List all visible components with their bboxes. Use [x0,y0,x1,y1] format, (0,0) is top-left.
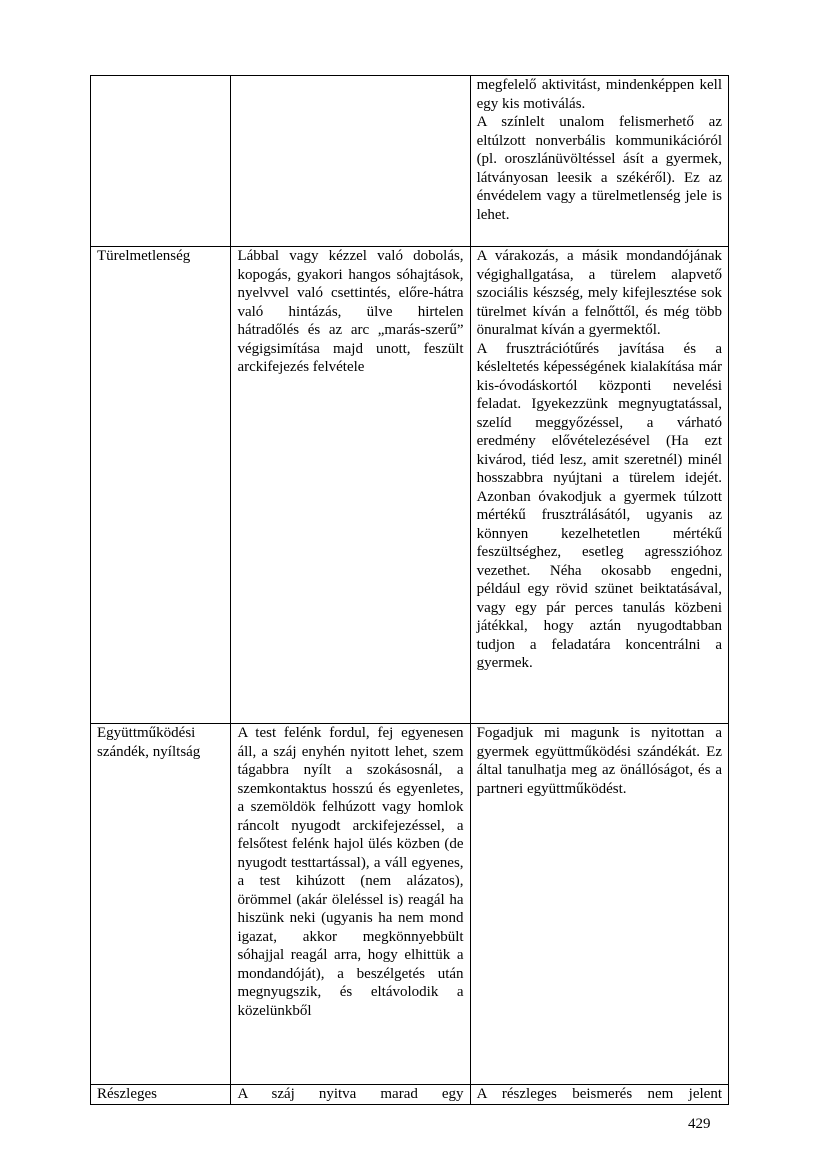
educator-notes-cell: A részleges beismerés nem jelent [470,1085,728,1105]
behavior-label-cell: Türelmetlenség [91,247,231,724]
nonverbal-signs-cell: Lábbal vagy kézzel való dobolás, kopogás, gyakori hangos sóhajtások, nyelvvel való csettintés, előre-hátra való hintázás, ülve hirtelen hátradőlés és az arc „marás-szerű” végigsimítása majd unott, feszült arckifejezés felvétele [231,247,470,724]
behavior-label-cell: Részleges [91,1085,231,1105]
educator-notes-cell: A várakozás, a másik mondandójának végighallgatása, a türelem alapvető szociális készség, mely kifejlesztése sok türelmet kíván a felnőttől, és még több önuralmat kíván a gyermektől. A frusztrációtűrés javítása és a késleltetés képességének kialakítása már kis-óvodáskortól központi nevelési feladat. Igyekezzünk megnyugtatással, szelíd meggyőzéssel, a várható eredmény elővételezésével (Ha ezt kivárod, tiéd lesz, amit szeretnél) minél hosszabbra nyújtani a türelem idejét. Azonban óvakodjuk a gyermek túlzott mértékű frusztrálásától, ugyanis az könnyen kezelhetetlen mértékű feszültséghez, esetleg agresszióhoz vezethet. Néha okosabb engedni, például egy rövid szünet beiktatásával, vagy egy pár perces tanulás közbeni játékkal, hogy aztán nyugodtabban tudjon a feladatára koncentrálni a gyermek. [470,247,728,724]
nonverbal-signs-cell [231,76,470,247]
behavior-label-cell: Együttműködési szándék, nyíltság [91,724,231,1085]
table-row [91,724,729,1085]
table-row [91,247,729,724]
table-row [91,1085,729,1105]
educator-notes-cell: Fogadjuk mi magunk is nyitottan a gyermek együttműködési szándékát. Ez által tanulhatja meg az önállóságot, és a partneri együttműködést. [470,724,728,1085]
page-number: 429 [688,1116,711,1132]
content-table [90,75,729,1105]
nonverbal-signs-cell: A száj nyitva marad egy [231,1085,470,1105]
table-row [91,76,729,247]
behavior-label-cell [91,76,231,247]
nonverbal-signs-cell: A test felénk fordul, fej egyenesen áll, a száj enyhén nyitott lehet, szem tágabbra nyílt a szokásosnál, a szemkontaktus hosszú és egyenletes, a szemöldök felhúzott vagy homlok ráncolt nyugodt arckifejezéssel, a felsőtest felénk hajol ülés közben (de nyugodt testtartással), a váll egyenes, a test kihúzott (nem alázatos), örömmel (akár öleléssel is) reagál ha hiszünk neki (ugyanis ha nem mond igazat, akkor megkönnyebbült sóhajjal reagál arra, hogy elhittük a mondandóját), a beszélgetés után megnyugszik, és eltávolodik a közelünkből [231,724,470,1085]
educator-notes-cell: megfelelő aktivitást, mindenképpen kell egy kis motiválás. A színlelt unalom felismerhető az eltúlzott nonverbális kommunikációról (pl. oroszlánüvöltéssel ásít a gyermek, látványosan leesik a székéről). Ez az énvédelem vagy a türelmetlenség jele is lehet. [470,76,728,247]
